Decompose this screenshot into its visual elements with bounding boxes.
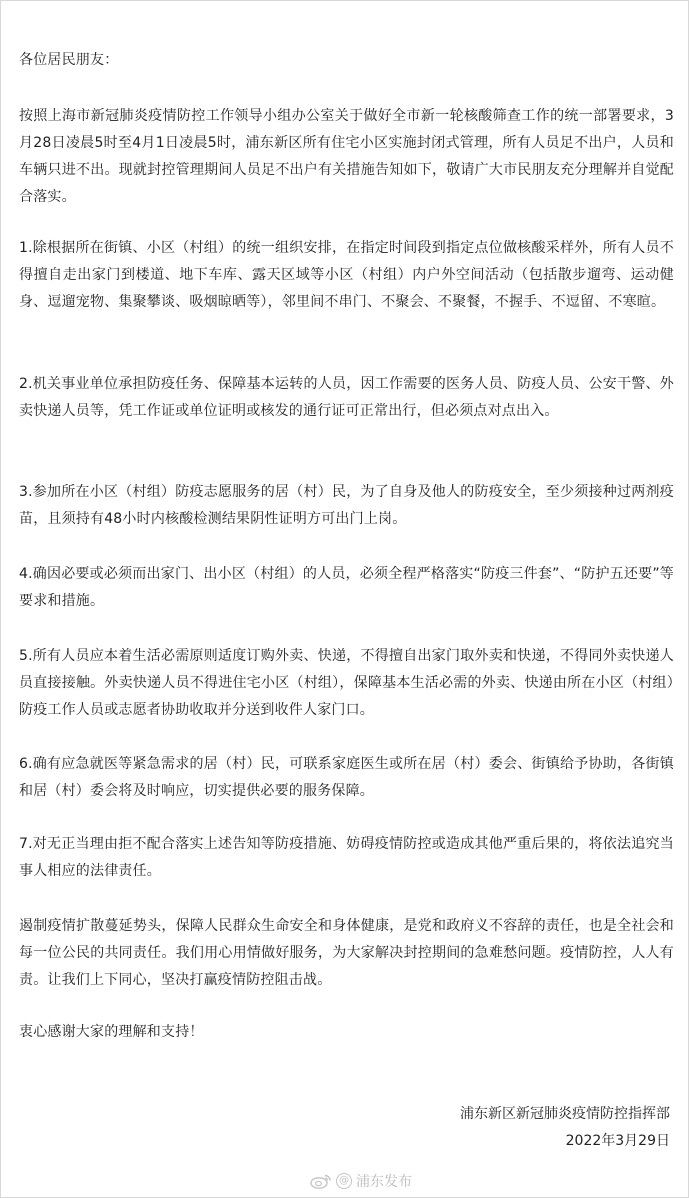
signature-org: 浦东新区新冠肺炎疫情防控指挥部 — [460, 1106, 670, 1122]
thanks-line: 衷心感谢大家的理解和支持！ — [19, 1024, 204, 1040]
item-6: 6.确有应急就医等紧急需求的居（村）民，可联系家庭医生或所在居（村）委会、街镇给予协助，各街镇和居（村）委会将及时响应，切实提供必要的服务保障。 — [19, 756, 674, 799]
at-sign-icon: @ — [336, 1173, 352, 1189]
item-1: 1.除根据所在街镇、小区（村组）的统一组织安排，在指定时间段到指定点位做核酸采样外，所有人员不得擅自走出家门到楼道、地下车库、露天区域等小区（村组）内户外空间活动（包括散步遛弯、运动健身、逗遛宠物、集聚攀谈、吸烟晾晒等），邻里间不串门、不聚会、不聚餐，不握手、不逗留、不寒暄。 — [19, 240, 674, 310]
watermark-text: 浦东发布 — [356, 1174, 412, 1190]
weibo-icon — [310, 1173, 332, 1189]
signature-date: 2022年3月29日 — [565, 1133, 670, 1149]
watermark — [310, 1169, 412, 1193]
item-5: 5.所有人员应本着生活必需原则适度订购外卖、快递，不得擅自出家门取外卖和快递，不得同外卖快递人员直接接触。外卖快递人员不得进住宅小区（村组），保障基本生活必需的外卖、快递由所在小区（村组）防疫工作人员或志愿者协助收取并分送到收件人家门口。 — [19, 648, 674, 718]
item-2: 2.机关事业单位承担防疫任务、保障基本运转的人员，因工作需要的医务人员、防疫人员、公安干警、外卖快递人员等，凭工作证或单位证明或核发的通行证可正常出行，但必须点对点出入。 — [19, 376, 674, 419]
intro-paragraph: 按照上海市新冠肺炎疫情防控工作领导小组办公室关于做好全市新一轮核酸筛查工作的统一部署要求，3月28日凌晨5时至4月1日凌晨5时，浦东新区所有住宅小区实施封闭式管理，所有人员足不出户，人员和车辆只进不出。现就封控管理期间人员足不出户有关措施告知如下，敬请广大市民朋友充分理解并自觉配合落实。 — [19, 108, 674, 205]
item-4: 4.确因必要或必须而出家门、出小区（村组）的人员，必须全程严格落实“防疫三件套”、“防护五还要”等要求和措施。 — [19, 566, 674, 609]
closing-paragraph: 遏制疫情扩散蔓延势头，保障人民群众生命安全和身体健康，是党和政府义不容辞的责任，也是全社会和每一位公民的共同责任。我们用心用情做好服务，为大家解决封控期间的急难愁问题。疫情防控，人人有责。让我们上下同心，坚决打赢疫情防控阻击战。 — [19, 918, 674, 988]
greeting: 各位居民朋友： — [19, 52, 119, 68]
item-7: 7.对无正当理由拒不配合落实上述告知等防疫措施、妨碍疫情防控或造成其他严重后果的，将依法追究当事人相应的法律责任。 — [19, 836, 674, 879]
item-3: 3.参加所在小区（村组）防疫志愿服务的居（村）民，为了自身及他人的防疫安全，至少须接种过两剂疫苗，且须持有48小时内核酸检测结果阴性证明方可出门上岗。 — [19, 484, 674, 527]
